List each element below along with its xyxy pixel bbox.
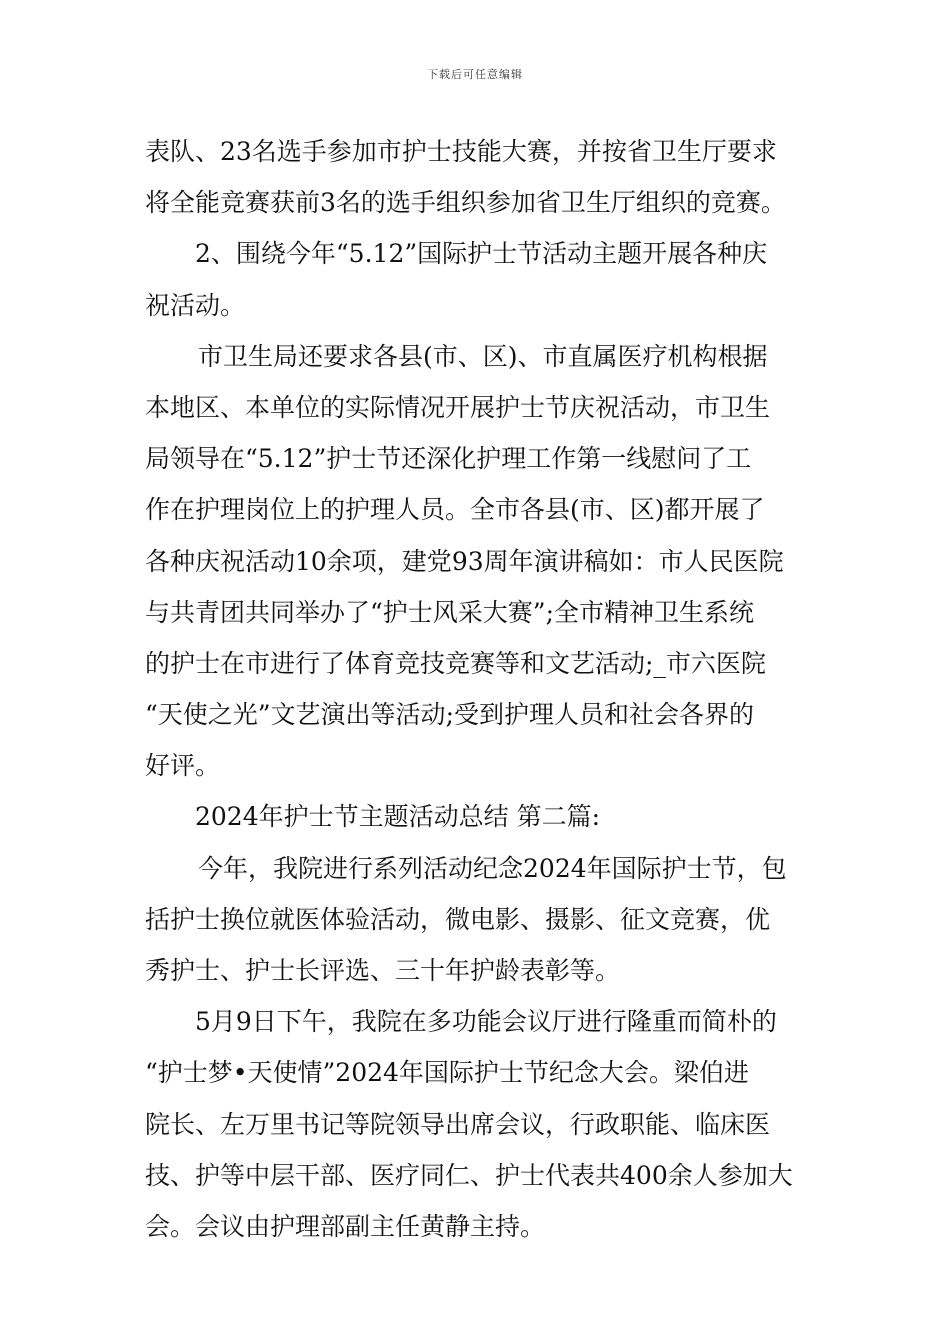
text-line: “护士梦•天使情”2024年国际护士节纪念大会。梁伯进	[145, 1058, 749, 1088]
text-line: 祝活动。	[145, 290, 246, 320]
text-line: 院长、左万里书记等院领导出席会议，行政职能、临床医	[145, 1109, 771, 1139]
text-line: 各种庆祝活动10余项，建党93周年演讲稿如：市人民医院	[145, 546, 784, 576]
text-line: 今年，我院进行系列活动纪念2024年国际护士节，包	[198, 853, 787, 883]
text-line: 会。会议由护理部副主任黄静主持。	[145, 1211, 546, 1241]
text-line: 括护士换位就医体验活动，微电影、摄影、征文竞赛，优	[145, 904, 771, 934]
section-heading: 2024年护士节主题活动总结 第二篇:	[195, 802, 600, 832]
text-line: 作在护理岗位上的护理人员。全市各县(市、区)都开展了	[145, 495, 765, 525]
text-line: 5月9日下午，我院在多功能会议厅进行隆重而简朴的	[195, 1007, 777, 1037]
text-line: 市卫生局还要求各县(市、区)、市直属医疗机构根据	[198, 341, 768, 371]
text-line: 表队、23名选手参加市护士技能大赛，并按省卫生厅要求	[145, 137, 777, 166]
text-line: 好评。	[145, 751, 221, 781]
page-header: 下载后可任意编辑	[427, 68, 523, 81]
text-line: 2、围绕今年“5.12”国际护士节活动主题开展各种庆	[195, 239, 768, 269]
text-line: 秀护士、护士长评选、三十年护龄表彰等。	[145, 956, 621, 985]
text-line: 技、护等中层干部、医疗同仁、护士代表共400余人参加大	[145, 1160, 793, 1190]
document-body	[145, 126, 807, 1252]
text-line: 将全能竞赛获前3名的选手组织参加省卫生厅组织的竞赛。	[145, 188, 786, 218]
text-line: “天使之光”文艺演出等活动;受到护理人员和社会各界的	[145, 700, 754, 730]
text-line: 的护士在市进行了体育竞技竞赛等和文艺活动;_市六医院	[145, 648, 766, 678]
text-line: 局领导在“5.12”护士节还深化护理工作第一线慰问了工	[145, 444, 752, 474]
text-line: 与共青团共同举办了“护士风采大赛”;全市精神卫生系统	[145, 597, 754, 627]
text-line: 本地区、本单位的实际情况开展护士节庆祝活动，市卫生	[145, 392, 771, 422]
